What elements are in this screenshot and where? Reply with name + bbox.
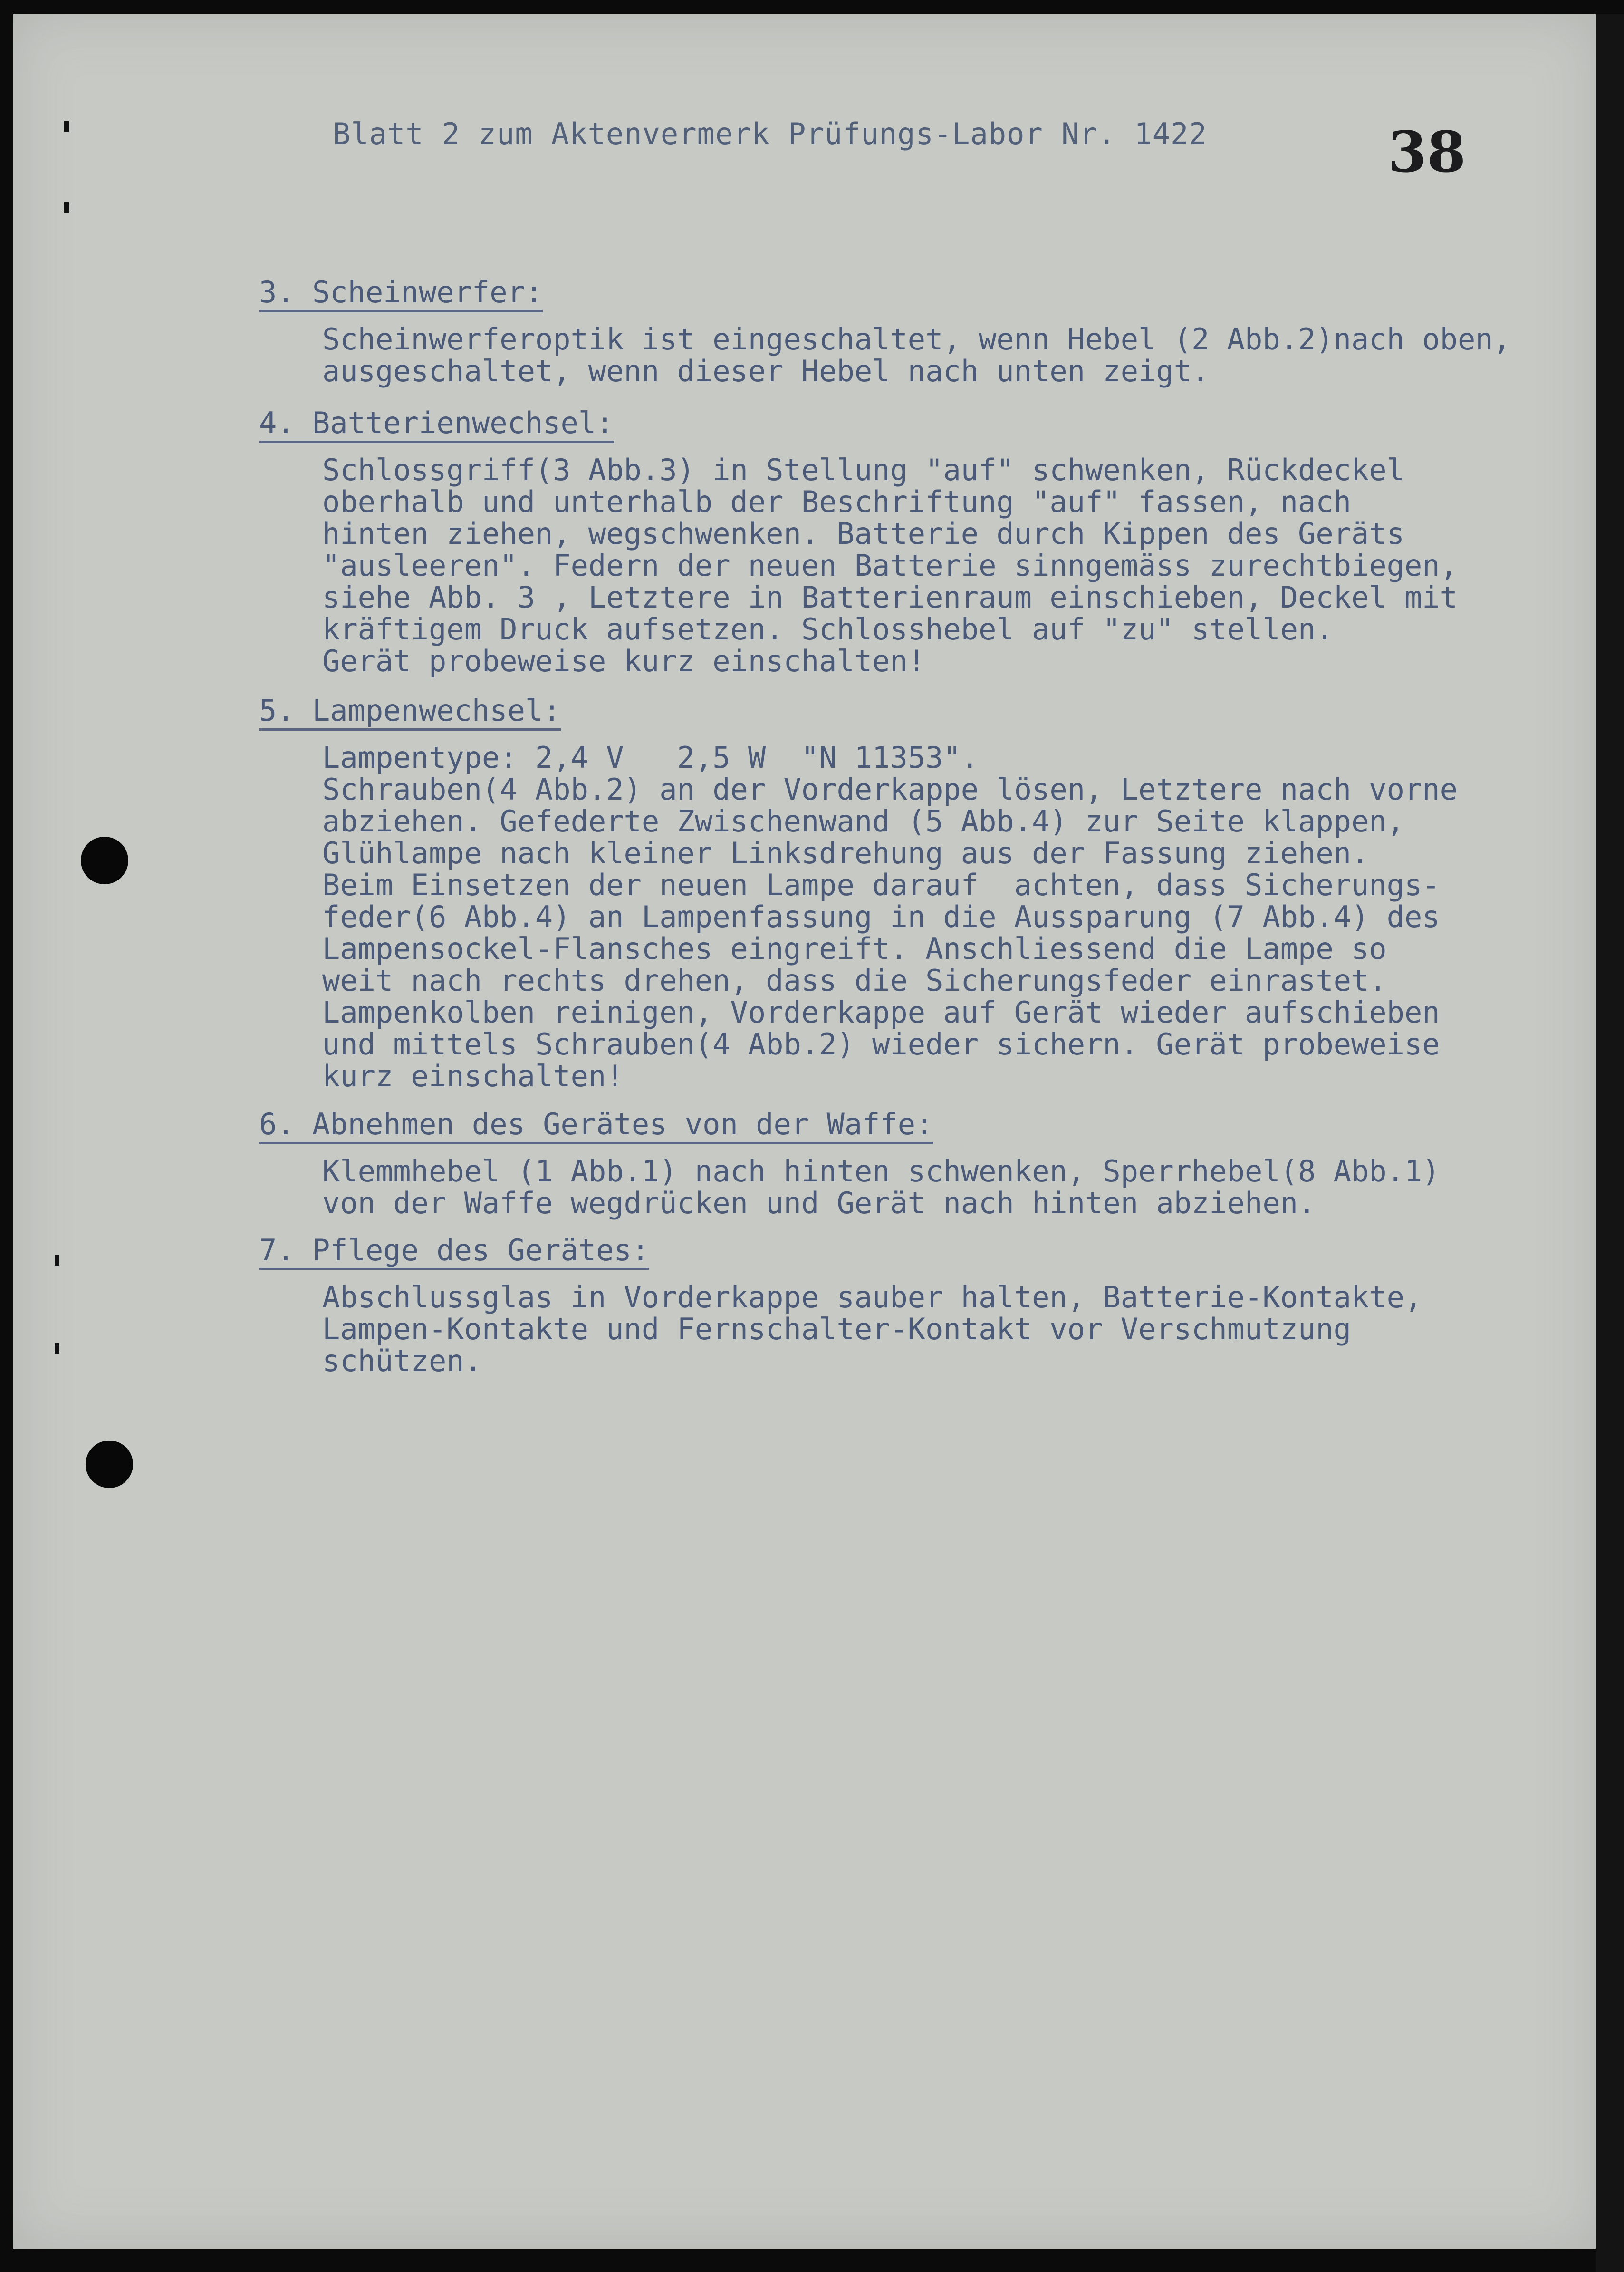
section-4-line-6: kräftigem Druck aufsetzen. Schlosshebel auf "zu" stellen. [322,612,1334,647]
section-3-line-1: Scheinwerferoptik ist eingeschaltet, wenn Hebel (2 Abb.2)nach oben, [322,322,1511,357]
section-5-line-5: Beim Einsetzen der neuen Lampe darauf achten, dass Sicherungs- [322,868,1440,902]
section-3-heading: 3. Scheinwerfer: [259,276,543,312]
section-5-line-10: und mittels Schrauben(4 Abb.2) wieder sichern. Gerät probeweise [322,1027,1440,1062]
section-5-line-11: kurz einschalten! [322,1059,624,1093]
section-7-line-3: schützen. [322,1344,482,1378]
scan-edge [1596,14,1624,2272]
section-5-line-3: abziehen. Gefederte Zwischenwand (5 Abb.4) zur Seite klappen, [322,804,1404,839]
margin-mark [64,121,69,132]
section-7-line-1: Abschlussglas in Vorderkappe sauber halten, Batterie-Kontakte, [322,1280,1422,1315]
section-5-line-4: Glühlampe nach kleiner Linksdrehung aus der Fassung ziehen. [322,836,1369,870]
page-number: 38 [1388,119,1466,185]
section-4-line-5: siehe Abb. 3 , Letztere in Batterienraum einschieben, Deckel mit [322,580,1458,615]
document-header: Blatt 2 zum Aktenvermerk Prüfungs-Labor Nr. 1422 [333,116,1207,151]
section-7-line-2: Lampen-Kontakte und Fernschalter-Kontakt vor Verschmutzung [322,1312,1351,1346]
section-4-line-1: Schlossgriff(3 Abb.3) in Stellung "auf" schwenken, Rückdeckel [322,453,1404,487]
margin-mark [55,1343,59,1354]
punch-hole-lower [86,1441,133,1488]
section-5-line-7: Lampensockel-Flansches eingreift. Anschliessend die Lampe so [322,931,1387,966]
section-5-heading: 5. Lampenwechsel: [259,694,561,731]
section-4-line-4: "ausleeren". Federn der neuen Batterie sinngemäss zurechtbiegen, [322,548,1458,583]
section-5-line-1: Lampentype: 2,4 V 2,5 W "N 11353". [322,740,979,775]
punch-hole-upper [81,837,128,884]
section-3-line-2: ausgeschaltet, wenn dieser Hebel nach unten zeigt. [322,354,1210,388]
section-4-heading: 4. Batterienwechsel: [259,406,614,443]
margin-mark [64,202,69,213]
section-5-line-9: Lampenkolben reinigen, Vorderkappe auf Gerät wieder aufschieben [322,995,1440,1030]
section-4-line-7: Gerät probeweise kurz einschalten! [322,644,926,678]
section-4-line-2: oberhalb und unterhalb der Beschriftung "auf" fassen, nach [322,484,1351,519]
section-4-line-3: hinten ziehen, wegschwenken. Batterie durch Kippen des Geräts [322,516,1404,551]
section-7-heading: 7. Pflege des Gerätes: [259,1234,649,1270]
section-5-line-8: weit nach rechts drehen, dass die Sicherungsfeder einrastet. [322,963,1387,998]
section-5-line-6: feder(6 Abb.4) an Lampenfassung in die Aussparung (7 Abb.4) des [322,899,1440,934]
section-6-line-1: Klemmhebel (1 Abb.1) nach hinten schwenken, Sperrhebel(8 Abb.1) [322,1154,1440,1189]
margin-mark [55,1255,59,1266]
section-6-line-2: von der Waffe wegdrücken und Gerät nach hinten abziehen. [322,1186,1316,1220]
section-5-line-2: Schrauben(4 Abb.2) an der Vorderkappe lösen, Letztere nach vorne [322,772,1458,807]
section-6-heading: 6. Abnehmen des Gerätes von der Waffe: [259,1108,933,1144]
